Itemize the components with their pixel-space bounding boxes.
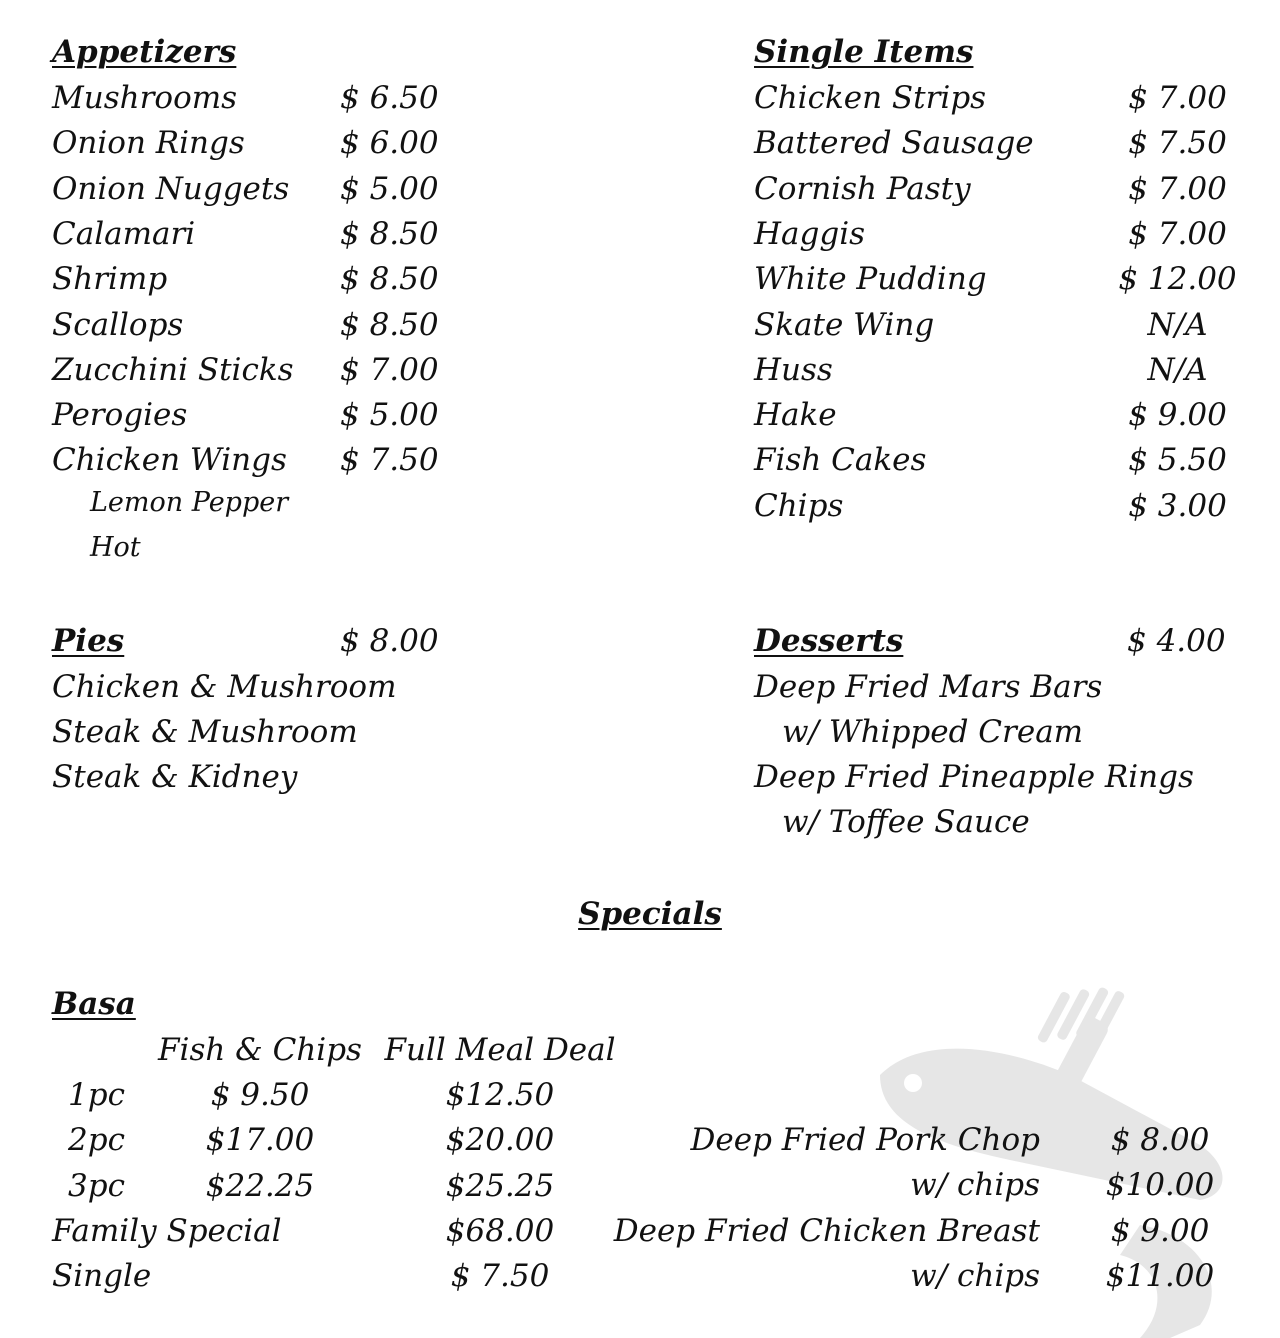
dessert-line: Deep Fried Mars Bars: [754, 669, 1103, 705]
single-item-name: Huss: [754, 351, 833, 388]
single-item-price: $ 9.00: [1128, 397, 1227, 434]
single-item-price: $ 3.00: [1128, 487, 1227, 524]
basa-full-meal-price: $12.50: [445, 1077, 555, 1113]
basa-full-meal-price: $20.00: [445, 1122, 555, 1159]
single-item-price: $ 7.00: [1128, 215, 1227, 252]
appetizer-price: $ 7.00: [340, 351, 439, 388]
deep-fried-name: Deep Fried Chicken Breast: [613, 1212, 1040, 1249]
appetizer-name: Zucchini Sticks: [52, 351, 294, 388]
appetizer-name: Shrimp: [52, 261, 168, 298]
basa-fish-chips-price: $22.25: [205, 1167, 315, 1204]
appetizer-name: Chicken Wings: [52, 442, 287, 479]
single-item-name: Hake: [754, 397, 837, 434]
basa-row-label: 3pc: [68, 1167, 125, 1204]
dessert-line: w/ Toffee Sauce: [782, 804, 1030, 840]
appetizer-price: $ 5.00: [340, 170, 439, 207]
single-item-price: $ 7.00: [1128, 80, 1227, 116]
basa-full-meal-price: $ 7.50: [450, 1258, 550, 1295]
basa-full-meal-price: $25.25: [445, 1167, 555, 1204]
basa-fish-chips-price: $17.00: [205, 1122, 315, 1159]
pie-item: Steak & Kidney: [52, 759, 298, 795]
single-item-name: White Pudding: [754, 261, 987, 298]
basa-full-meal-price: $68.00: [445, 1212, 555, 1249]
single-item-price: $ 12.00: [1118, 261, 1237, 298]
single-item-name: Chips: [754, 487, 844, 524]
appetizer-price: $ 8.50: [340, 306, 439, 343]
appetizer-name: Perogies: [52, 397, 188, 434]
pie-item: Chicken & Mushroom: [52, 669, 397, 705]
single-item-name: Battered Sausage: [754, 125, 1034, 162]
single-item-price: $ 7.50: [1128, 125, 1227, 162]
single-item-price: N/A: [1147, 306, 1208, 343]
deep-fried-price: $11.00: [1105, 1257, 1215, 1294]
deep-fried-name: w/ chips: [910, 1167, 1040, 1204]
appetizer-price: $ 8.50: [340, 261, 439, 298]
appetizer-name: Onion Rings: [52, 125, 245, 162]
single-item-name: Chicken Strips: [754, 80, 987, 116]
single-items-heading: Single Items: [754, 34, 974, 70]
specials-heading: Specials: [578, 896, 722, 932]
dessert-line: w/ Whipped Cream: [782, 714, 1084, 750]
deep-fried-name: w/ chips: [910, 1257, 1040, 1294]
deep-fried-price: $10.00: [1105, 1167, 1215, 1204]
basa-column-fish-chips: Fish & Chips: [158, 1032, 362, 1068]
appetizer-price: $ 8.50: [340, 215, 439, 252]
dessert-line: Deep Fried Pineapple Rings: [754, 759, 1194, 795]
single-item-name: Cornish Pasty: [754, 170, 971, 207]
wing-flavor-hot: Hot: [90, 532, 141, 563]
appetizer-name: Mushrooms: [52, 80, 238, 116]
appetizer-name: Calamari: [52, 215, 196, 252]
appetizer-name: Onion Nuggets: [52, 170, 290, 207]
appetizer-price: $ 7.50: [340, 442, 439, 479]
wing-flavor-lemon-pepper: Lemon Pepper: [90, 487, 289, 518]
pies-price: $ 8.00: [340, 623, 439, 659]
appetizers-heading: Appetizers: [52, 34, 237, 70]
desserts-heading: Desserts: [754, 623, 904, 659]
desserts-price: $ 4.00: [1127, 623, 1226, 659]
basa-fish-chips-price: $ 9.50: [210, 1077, 310, 1113]
single-item-name: Haggis: [754, 215, 866, 252]
single-item-price: $ 5.50: [1128, 442, 1227, 479]
basa-column-full-meal: Full Meal Deal: [384, 1032, 616, 1068]
single-item-price: N/A: [1147, 351, 1208, 388]
deep-fried-price: $ 8.00: [1110, 1122, 1210, 1158]
single-item-name: Fish Cakes: [754, 442, 927, 479]
pie-item: Steak & Mushroom: [52, 714, 358, 750]
pies-heading: Pies: [52, 623, 125, 659]
basa-heading: Basa: [52, 986, 136, 1022]
single-item-price: $ 7.00: [1128, 170, 1227, 207]
appetizer-price: $ 5.00: [340, 397, 439, 434]
basa-row-label: 2pc: [68, 1122, 125, 1159]
basa-row-label: Single: [52, 1258, 152, 1295]
single-item-name: Skate Wing: [754, 306, 935, 343]
basa-row-label: Family Special: [52, 1212, 282, 1249]
appetizer-price: $ 6.50: [340, 80, 439, 116]
deep-fried-price: $ 9.00: [1110, 1212, 1210, 1249]
appetizer-name: Scallops: [52, 306, 184, 343]
basa-row-label: 1pc: [68, 1077, 125, 1113]
deep-fried-name: Deep Fried Pork Chop: [690, 1122, 1040, 1158]
appetizer-price: $ 6.00: [340, 125, 439, 162]
